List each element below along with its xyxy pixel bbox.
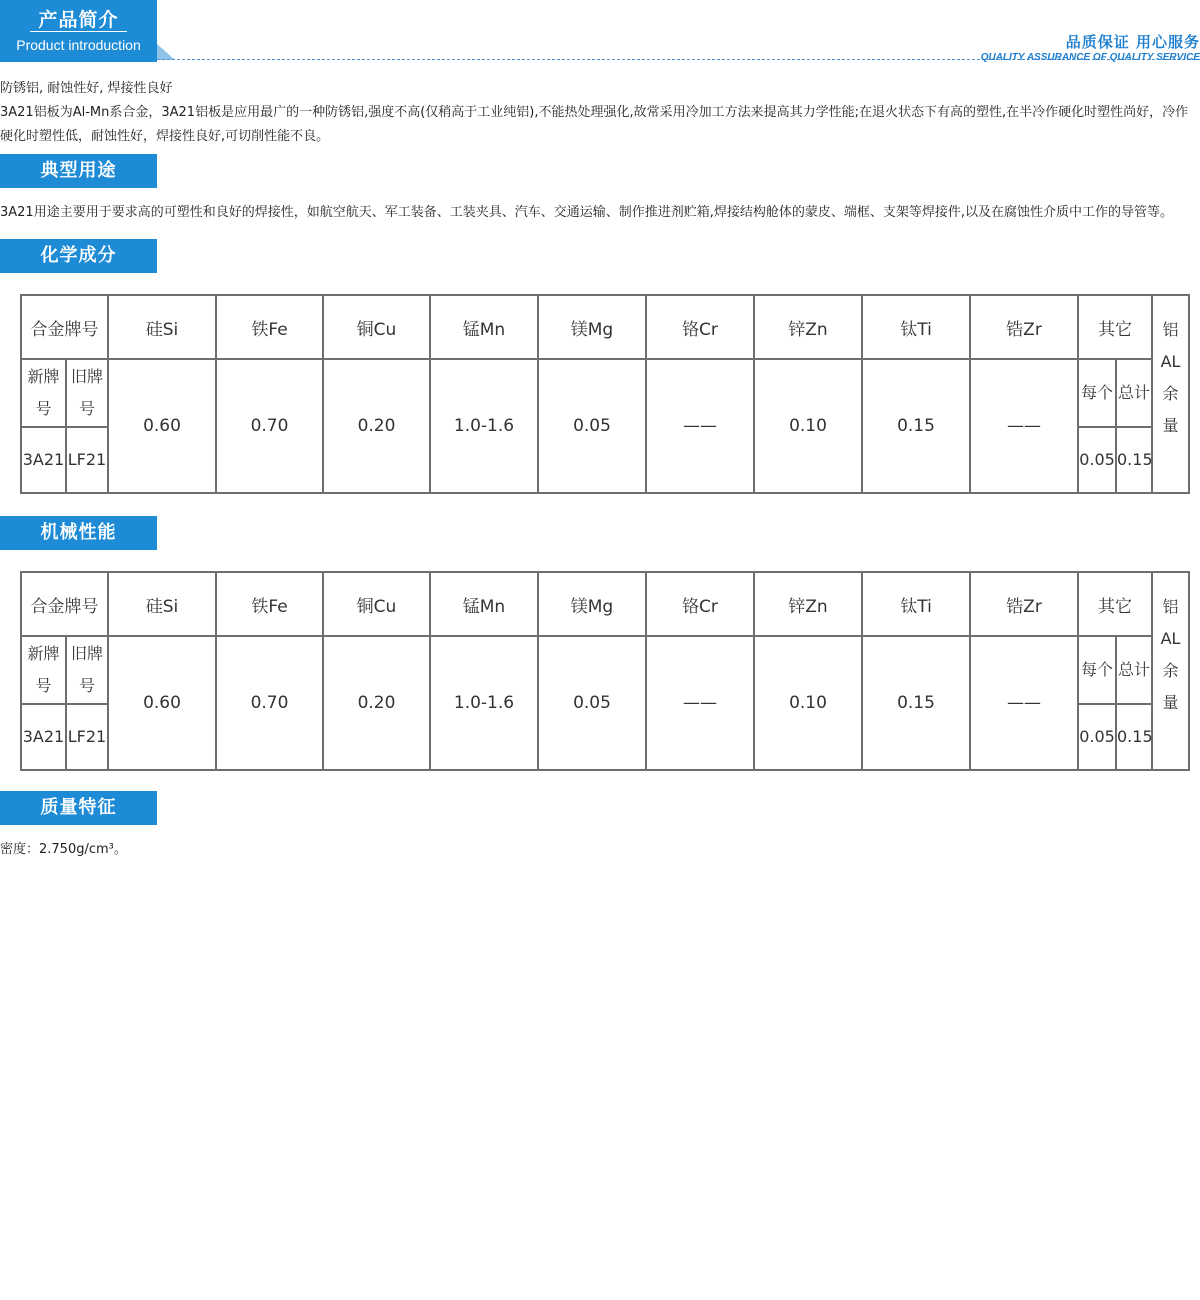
element-value: 0.10 — [754, 359, 862, 493]
new-grade-label: 新牌号 — [21, 636, 66, 704]
element-header: 铬Cr — [646, 295, 754, 359]
element-value: 0.70 — [216, 359, 323, 493]
element-header: 锆Zr — [970, 572, 1078, 636]
element-value: —— — [646, 636, 754, 770]
alloy-header: 合金牌号 — [21, 572, 108, 636]
other-each-value: 0.05 — [1078, 704, 1116, 770]
old-grade: LF21 — [66, 704, 108, 770]
other-header: 其它 — [1078, 572, 1152, 636]
element-header: 锆Zr — [970, 295, 1078, 359]
element-header: 镁Mg — [538, 295, 646, 359]
other-header: 其它 — [1078, 295, 1152, 359]
usage-paragraph: 3A21用途主要用于要求高的可塑性和良好的焊接性，如航空航天、军工装备、工装夹具、汽车、交通运输、制作推进剂贮箱,焊接结构舱体的蒙皮、端框、支架等焊接件,以及在腐蚀性介质中工作的导管等。 — [0, 205, 1173, 220]
section-tab-mechanical: 机械性能 — [0, 516, 157, 550]
aluminum-value: 余量 — [1162, 384, 1179, 435]
element-header: 锰Mn — [430, 295, 538, 359]
new-grade: 3A21 — [21, 427, 66, 493]
intro-paragraph: 3A21铝板为Al-Mn系合金，3A21铝板是应用最广的一种防锈铝,强度不高(仅稍高于工业纯铝),不能热处理强化,故常采用冷加工方法来提高其力学性能;在退火状态下有高的塑性,在半冷作硬化时塑性尚好，冷作硬化时塑性低，耐蚀性好，焊接性良好,可切削性能不良。 — [0, 105, 1189, 144]
element-value: 0.15 — [862, 359, 970, 493]
slogan-cn: 品质保证 用心服务 — [1065, 33, 1200, 51]
table-row — [21, 359, 1189, 427]
table-header-row — [21, 572, 1189, 636]
quality-paragraph: 密度：2.750g/cm³。 — [0, 842, 127, 857]
element-value: 0.60 — [108, 359, 216, 493]
element-value: 0.60 — [108, 636, 216, 770]
element-value: 0.70 — [216, 636, 323, 770]
page-header — [0, 0, 1200, 62]
element-header: 锌Zn — [754, 572, 862, 636]
element-value: 1.0-1.6 — [430, 359, 538, 493]
element-header: 锰Mn — [430, 572, 538, 636]
element-value: —— — [970, 636, 1078, 770]
other-total-value: 0.15 — [1116, 704, 1152, 770]
element-header: 铜Cu — [323, 295, 430, 359]
alloy-header: 合金牌号 — [21, 295, 108, 359]
table-header-row — [21, 295, 1189, 359]
aluminum-value: 余量 — [1162, 661, 1179, 712]
element-value: 0.15 — [862, 636, 970, 770]
intro-line-1: 防锈铝, 耐蚀性好, 焊接性良好 — [0, 81, 173, 96]
old-grade: LF21 — [66, 427, 108, 493]
element-header: 铜Cu — [323, 572, 430, 636]
table-row — [21, 636, 1189, 704]
section-title-cn: 产品简介 — [30, 9, 126, 32]
element-value: —— — [646, 359, 754, 493]
new-grade: 3A21 — [21, 704, 66, 770]
section-tab-quality: 质量特征 — [0, 791, 157, 825]
element-header: 锌Zn — [754, 295, 862, 359]
element-value: 0.05 — [538, 636, 646, 770]
other-total-label: 总计 — [1116, 636, 1152, 704]
section-tab-usage: 典型用途 — [0, 154, 157, 188]
aluminum-header: 铝AL — [1160, 597, 1181, 648]
element-value: 0.20 — [323, 359, 430, 493]
aluminum-header-cell — [1152, 572, 1189, 770]
element-header: 硅Si — [108, 572, 216, 636]
old-grade-label: 旧牌号 — [66, 359, 108, 427]
element-header: 铁Fe — [216, 572, 323, 636]
aluminum-header-cell — [1152, 295, 1189, 493]
other-each-value: 0.05 — [1078, 427, 1116, 493]
slogan — [981, 32, 1200, 64]
old-grade-label: 旧牌号 — [66, 636, 108, 704]
element-header: 铁Fe — [216, 295, 323, 359]
mechanical-properties-table — [20, 571, 1190, 771]
aluminum-header: 铝AL — [1160, 320, 1181, 371]
section-title-box — [0, 0, 157, 62]
chemical-composition-table — [20, 294, 1190, 494]
element-header: 镁Mg — [538, 572, 646, 636]
element-header: 钛Ti — [862, 572, 970, 636]
section-title-en: Product introduction — [16, 37, 141, 53]
title-corner-decoration — [157, 44, 175, 60]
element-header: 铬Cr — [646, 572, 754, 636]
element-value: —— — [970, 359, 1078, 493]
element-value: 0.20 — [323, 636, 430, 770]
other-each-label: 每个 — [1078, 359, 1116, 427]
element-header: 硅Si — [108, 295, 216, 359]
section-tab-chemical: 化学成分 — [0, 239, 157, 273]
other-total-value: 0.15 — [1116, 427, 1152, 493]
element-value: 0.05 — [538, 359, 646, 493]
other-total-label: 总计 — [1116, 359, 1152, 427]
other-each-label: 每个 — [1078, 636, 1116, 704]
new-grade-label: 新牌号 — [21, 359, 66, 427]
element-value: 1.0-1.6 — [430, 636, 538, 770]
element-header: 钛Ti — [862, 295, 970, 359]
slogan-en: QUALITY ASSURANCE OF QUALITY SERVICE — [980, 52, 1200, 63]
element-value: 0.10 — [754, 636, 862, 770]
